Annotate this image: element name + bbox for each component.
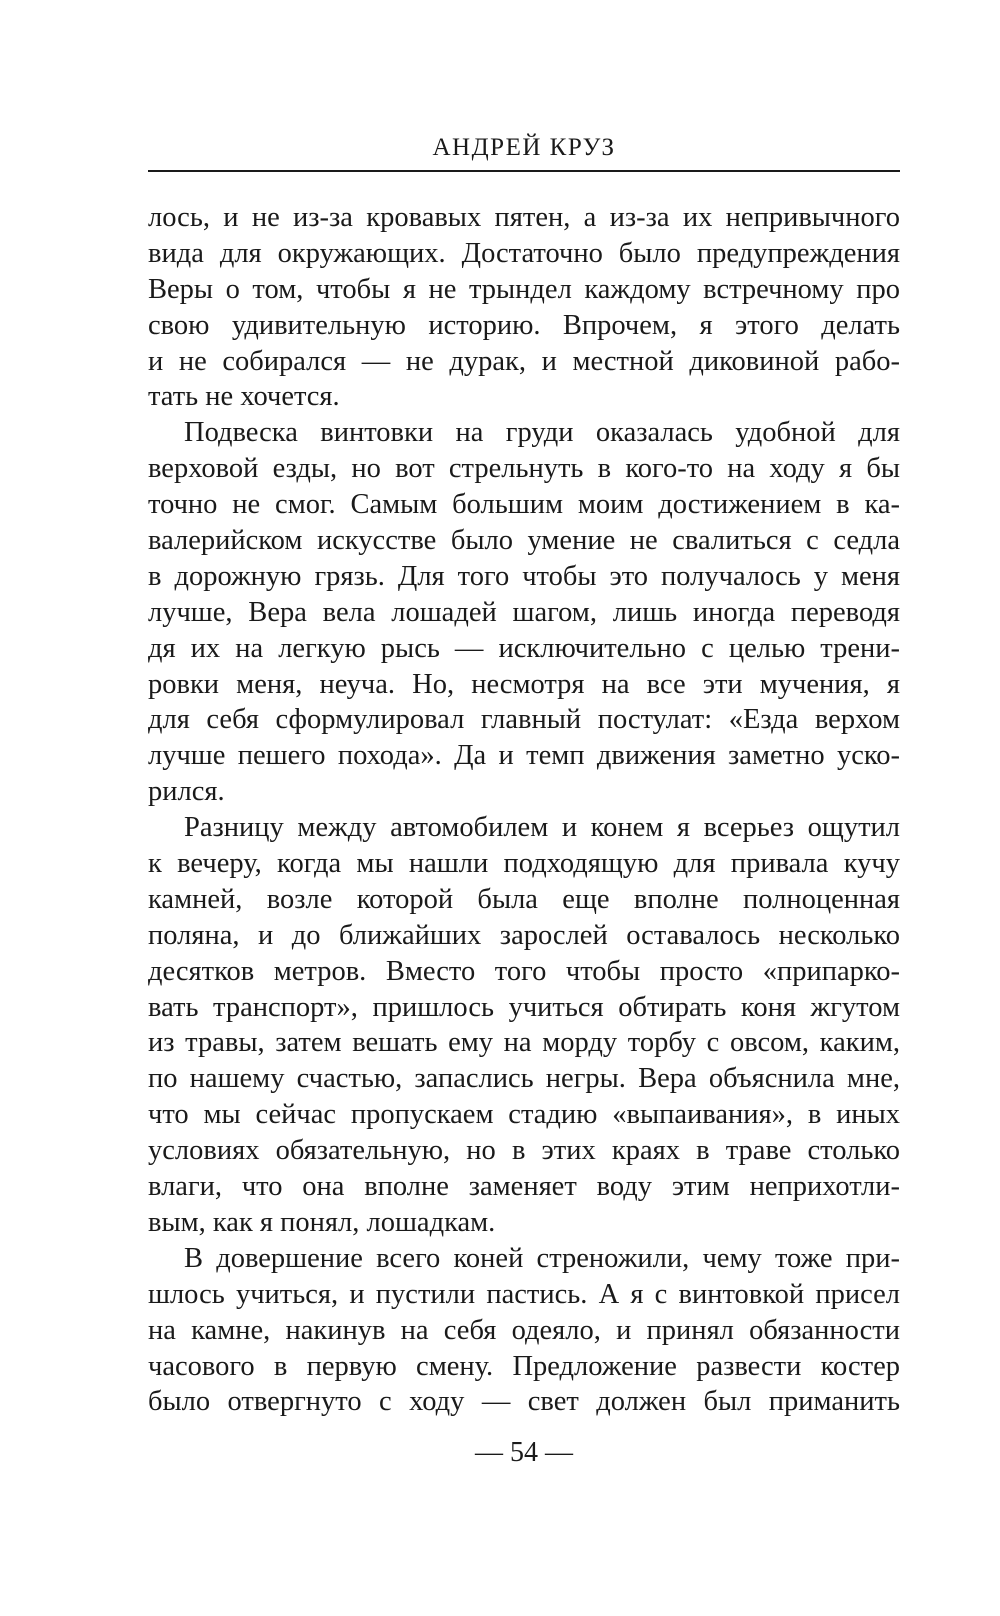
text-line: В довершение всего коней стреножили, чему тоже при-: [184, 1242, 900, 1274]
page-number: — 54 —: [475, 1437, 573, 1468]
text-line: вида для окружающих. Достаточно было предупреждения: [148, 237, 900, 269]
text-line: было отвергнуто с ходу — свет должен был приманить: [148, 1386, 900, 1418]
text-line: влаги, что она вполне заменяет воду этим неприхотли-: [148, 1171, 900, 1203]
text-line: свою удивительную историю. Впрочем, я этого делать: [148, 309, 900, 341]
text-line: лось, и не из-за кровавых пятен, а из-за их непривычного: [148, 202, 900, 233]
text-line: Веры о том, чтобы я не трындел каждому встречному про: [148, 273, 900, 305]
body-text: [148, 200, 900, 1420]
text-line: верховой езды, но вот стрельнуть в кого-то на ходу я бы: [148, 453, 900, 485]
text-line: что мы сейчас пропускаем стадию «выпаивания», в иных: [148, 1099, 900, 1131]
text-line: точно не смог. Самым большим моим достижением в ка-: [148, 489, 900, 521]
text-line: на камне, накинув на себя одеяло, и принял обязанности: [148, 1314, 900, 1346]
running-head-author: АНДРЕЙ КРУЗ: [432, 134, 616, 161]
text-line: рился.: [148, 776, 225, 808]
text-line: валерийском искусстве было умение не свалиться с седла: [148, 525, 900, 557]
text-line: тать не хочется.: [148, 381, 340, 413]
text-line: Разницу между автомобилем и конем я всерьез ощутил: [184, 812, 900, 844]
text-line: дя их на легкую рысь — исключительно с целью трени-: [148, 632, 900, 664]
text-line: вым, как я понял, лошадкам.: [148, 1206, 496, 1238]
text-line: поляна, и до ближайших зарослей оставалось несколько: [148, 919, 900, 951]
text-line: десятков метров. Вместо того чтобы просто «припарко-: [148, 955, 900, 987]
text-line: к вечеру, когда мы нашли подходящую для привала кучу: [148, 848, 900, 880]
text-line: лучше пешего похода». Да и темп движения заметно уско-: [148, 740, 900, 772]
text-line: шлось учиться, и пустили пастись. А я с винтовкой присел: [148, 1278, 900, 1310]
text-line: для себя сформулировал главный постулат: «Езда верхом: [148, 704, 900, 736]
text-line: лучше, Вера вела лошадей шагом, лишь иногда переводя: [148, 596, 900, 628]
header-rule: [148, 170, 900, 172]
text-line: в дорожную грязь. Для того чтобы это получалось у меня: [148, 560, 900, 592]
text-line: Подвеска винтовки на груди оказалась удобной для: [184, 417, 900, 449]
text-line: вать транспорт», пришлось учиться обтирать коня жгутом: [148, 991, 900, 1023]
text-line: по нашему счастью, запаслись негры. Вера объяснила мне,: [148, 1063, 900, 1095]
text-line: условиях обязательную, но в этих краях в траве столько: [148, 1135, 900, 1167]
text-line: ровки меня, неуча. Но, несмотря на все эти мучения, я: [148, 668, 900, 700]
text-line: и не собирался — не дурак, и местной диковиной рабо-: [148, 345, 900, 377]
text-line: из травы, затем вешать ему на морду торбу с овсом, каким,: [148, 1027, 900, 1059]
text-line: часового в первую смену. Предложение развести костер: [148, 1350, 900, 1382]
text-line: камней, возле которой была еще вполне полноценная: [148, 883, 900, 915]
